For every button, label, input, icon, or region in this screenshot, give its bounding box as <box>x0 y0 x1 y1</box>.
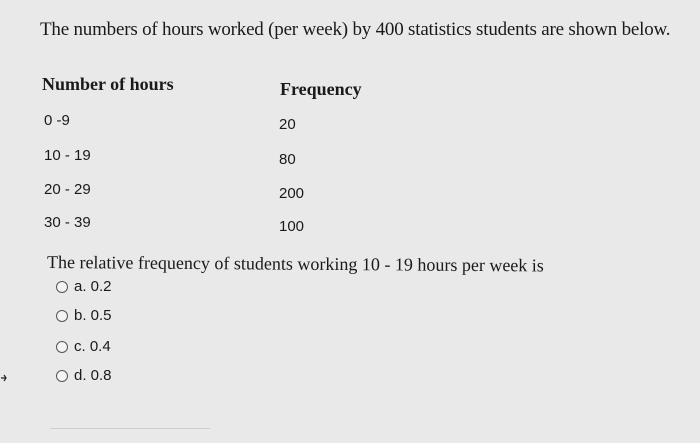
table-row-frequency: 80 <box>279 151 296 168</box>
table-row-frequency: 200 <box>279 185 305 202</box>
table-row-frequency: 100 <box>279 218 305 235</box>
radio-button[interactable] <box>56 281 68 293</box>
radio-button[interactable] <box>56 341 68 353</box>
option-label[interactable]: c. 0.4 <box>74 338 111 355</box>
table-row-hours: 0 -9 <box>44 112 70 129</box>
table-row-hours: 20 - 29 <box>44 181 91 198</box>
table-header-frequency: Frequency <box>280 79 362 99</box>
option-b[interactable] <box>56 307 112 324</box>
option-c[interactable] <box>56 338 111 355</box>
divider <box>50 428 210 429</box>
cursor-icon <box>0 372 8 384</box>
option-a[interactable] <box>56 278 112 295</box>
table-header-hours: Number of hours <box>42 74 174 94</box>
table-row-hours: 30 - 39 <box>44 214 91 231</box>
radio-button[interactable] <box>56 310 68 322</box>
option-label[interactable]: d. 0.8 <box>74 367 112 384</box>
cursor-icon-svg <box>0 372 8 384</box>
radio-button[interactable] <box>56 370 68 382</box>
question-intro: The numbers of hours worked (per week) by 400 statistics students are shown below. <box>40 19 671 40</box>
option-label[interactable]: a. 0.2 <box>74 278 112 295</box>
option-label[interactable]: b. 0.5 <box>74 307 112 324</box>
table-row-hours: 10 - 19 <box>44 147 91 164</box>
option-d[interactable] <box>56 367 112 384</box>
table-row-frequency: 20 <box>279 116 296 133</box>
question-prompt: The relative frequency of students working 10 - 19 hours per week is <box>46 252 544 276</box>
